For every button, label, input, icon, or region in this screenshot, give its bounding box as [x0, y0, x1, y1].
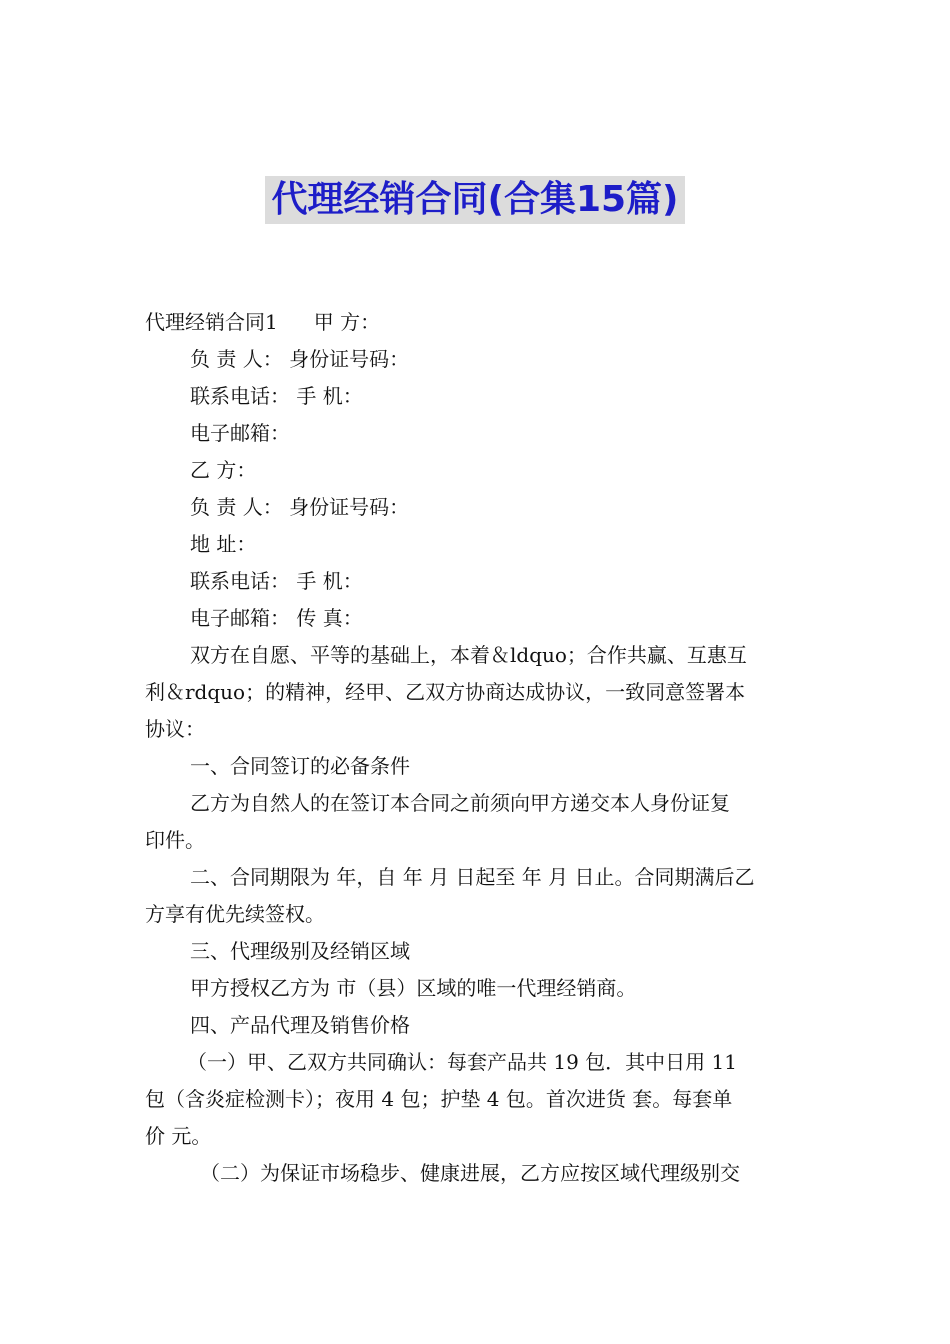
document-title-wrap [0, 176, 950, 224]
party-b-phone: 联系电话： 手 机： [190, 569, 363, 593]
section-4-title: 四、产品代理及销售价格 [190, 1013, 410, 1037]
party-a-phone: 联系电话： 手 机： [190, 384, 363, 408]
section-3-text: 甲方授权乙方为 市（县）区域的唯一代理经销商。 [190, 976, 637, 1000]
section-1-line-1: 乙方为自然人的在签订本合同之前须向甲方递交本人身份证复 [190, 791, 730, 815]
section-3-title: 三、代理级别及经销区域 [190, 939, 410, 963]
section-4-2-line-1: （二）为保证市场稳步、健康进展，乙方应按区域代理级别交 [200, 1161, 740, 1185]
section-1-title: 一、合同签订的必备条件 [190, 754, 410, 778]
party-a-owner: 负 责 人： 身份证号码： [190, 347, 410, 371]
document-title: 代理经销合同(合集15篇) [265, 176, 684, 224]
section-1-line-2: 印件。 [145, 828, 205, 852]
intro-line-2: 利＆rdquo；的精神，经甲、乙双方协商达成协议，一致同意签署本 [145, 680, 746, 704]
intro-line-1: 双方在自愿、平等的基础上，本着＆ldquo；合作共赢、互惠互 [190, 643, 747, 667]
party-b-address: 地 址： [190, 532, 257, 556]
contract-number-heading: 代理经销合同1 [145, 310, 278, 334]
party-b-label: 乙 方： [190, 458, 257, 482]
section-4-1-line-1: （一）甲、乙双方共同确认：每套产品共 19 包．其中日用 11 [187, 1050, 737, 1074]
section-4-1-line-3: 价 元。 [145, 1124, 212, 1148]
party-a-email: 电子邮箱： [190, 421, 290, 445]
section-2-line-2: 方享有优先续签权。 [145, 902, 325, 926]
party-b-owner: 负 责 人： 身份证号码： [190, 495, 410, 519]
section-2-line-1: 二、合同期限为 年，自 年 月 日起至 年 月 日止。合同期满后乙 [190, 865, 755, 889]
party-a-label: 甲 方： [313, 310, 381, 334]
party-b-email-fax: 电子邮箱： 传 真： [190, 606, 363, 630]
heading-line [145, 304, 810, 341]
section-4-1-line-2: 包（含炎症检测卡）；夜用 4 包；护垫 4 包。首次进货 套。每套单 [145, 1087, 733, 1111]
document-body [145, 304, 810, 1192]
intro-line-3: 协议： [145, 717, 205, 741]
